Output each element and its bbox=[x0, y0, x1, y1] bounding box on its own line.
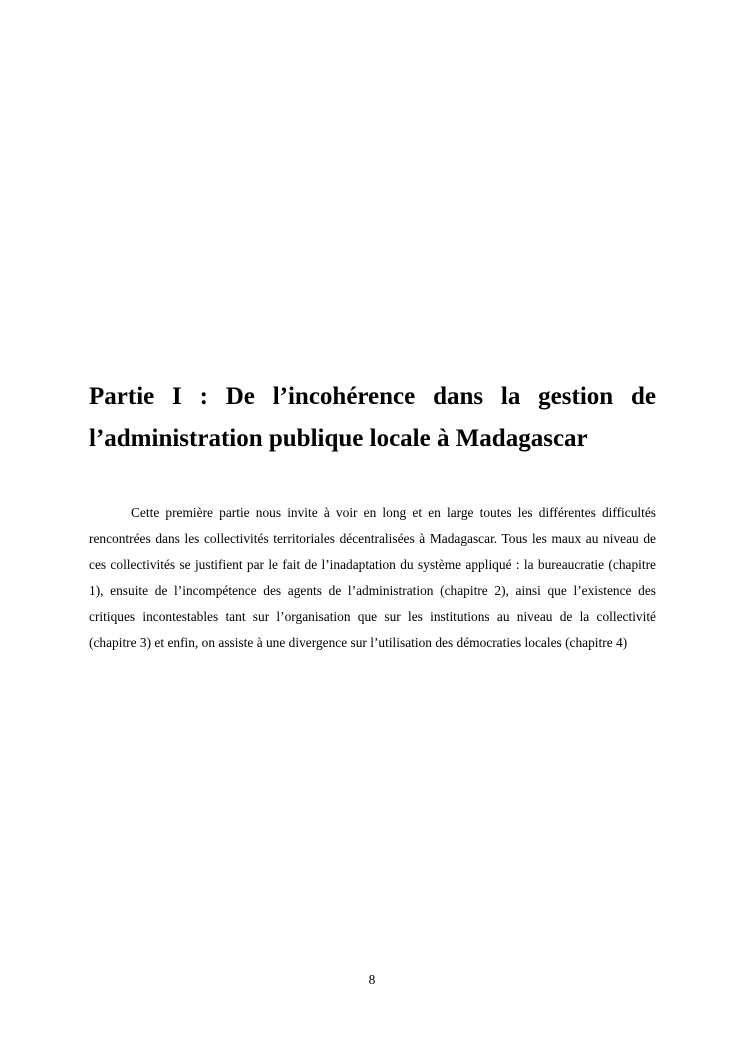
page-number: 8 bbox=[368, 972, 376, 987]
intro-paragraph: Cette première partie nous invite à voir en long et en large toutes les différentes difficultés rencontrées dans les collectivités territoriales décentralisées à Madagascar. Tous les maux au niveau de ces collectivités se justifient par le fait de l’inadaptation du système appliqué : la bureaucratie (chapitre 1), ensuite de l’incompétence des agents de l’administration (chapitre 2), ainsi que l’existence des critiques incontestables tant sur l’organisation que sur les institutions au niveau de la collectivité (chapitre 3) et enfin, on assiste à une divergence sur l’utilisation des démocraties locales (chapitre 4) bbox=[89, 505, 656, 650]
part-heading: Partie I : De l’incohérence dans la gestion de l’administration publique locale à Madagascar bbox=[89, 383, 656, 452]
